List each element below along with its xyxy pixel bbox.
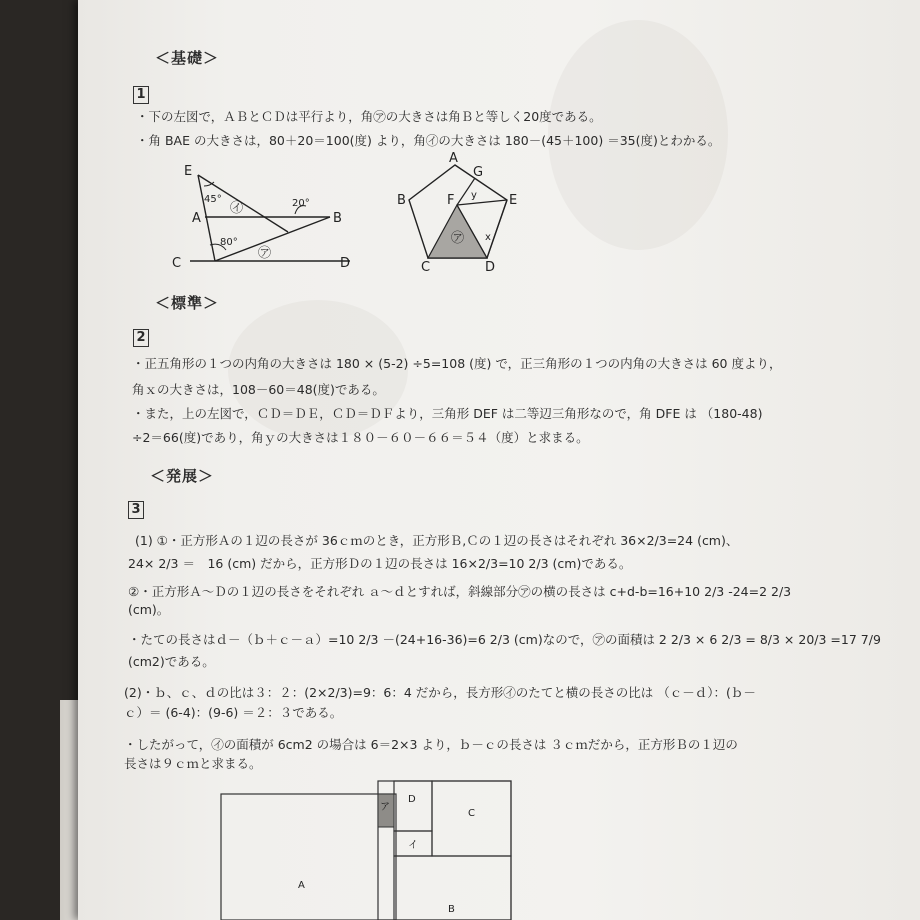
fig2-label-y: y bbox=[471, 190, 477, 201]
q1-line-1: ・下の左図で，ＡＢとＣＤは平行より，角㋐の大きさは角Ｂと等しく20度である。 bbox=[136, 109, 602, 124]
fig1-angle-45: 45° bbox=[204, 194, 222, 205]
outer-frame bbox=[378, 781, 511, 920]
fig1-label-b: B bbox=[333, 211, 342, 226]
fig1-angle-80: 80° bbox=[220, 237, 238, 248]
fig3-label-d: D bbox=[408, 794, 416, 805]
fig2-label-b: B bbox=[397, 193, 406, 208]
paper-edge bbox=[60, 700, 80, 920]
segment-d-e bbox=[487, 200, 507, 258]
fig3-label-a-katakana: ア bbox=[380, 802, 390, 813]
q3-line-5: ・たての長さはｄ－（ｂ＋ｃ－ａ）=10 2/3 －(24+16-36)=6 2/3 (cm)なので，㋐の面積は 2 2/3 × 6 2/3 = 8/3 × 20/3 =17 7/9 bbox=[128, 632, 881, 647]
fig2-label-a: A bbox=[449, 151, 458, 166]
fig2-label-d: D bbox=[485, 260, 496, 275]
q3-squares-figure bbox=[218, 778, 518, 920]
q2-line-3: ・また，上の左図で，ＣＤ＝ＤＥ，ＣＤ＝ＤＦより，三角形 DEF は二等辺三角形なので，角 DFE は （180-48) bbox=[132, 406, 763, 421]
question-number-2: 2 bbox=[133, 329, 149, 347]
question-number-3: 3 bbox=[128, 501, 144, 519]
section-heading-basic: ＜基礎＞ bbox=[155, 49, 220, 67]
question-number-1: 1 bbox=[133, 86, 149, 104]
fig1-mark-a: ㋐ bbox=[258, 246, 272, 261]
fig1-angle-20: 20° bbox=[292, 198, 310, 209]
fig2-label-e: E bbox=[509, 193, 518, 208]
q3-line-1: (1) ①・正方形Ａの１辺の長さが 36ｃｍのとき，正方形Ｂ,Ｃの１辺の長さはそれぞれ 36×2/3=24 (cm)、 bbox=[135, 533, 739, 548]
q3-line-6: (cm2)である。 bbox=[128, 654, 215, 669]
q2-line-2: 角ｘの大きさは，108－60＝48(度)である。 bbox=[132, 382, 385, 397]
q3-line-10: 長さは９ｃｍと求まる。 bbox=[124, 756, 262, 771]
q3-line-7: (2)・ｂ、ｃ、ｄの比は３：２：(2×2/3)=9：6：4 だから，長方形㋑のたてと横の長さの比は （ｃ－ｄ）：(ｂ－ bbox=[124, 685, 756, 700]
q1-pentagon-figure bbox=[395, 150, 535, 275]
q2-line-4: ÷2＝66(度)であり，角ｙの大きさは１８０－６０－６６＝５４（度）と求まる。 bbox=[132, 430, 589, 445]
fig3-label-i-katakana: イ bbox=[408, 840, 418, 851]
segment-f-e bbox=[457, 200, 507, 205]
square-a bbox=[221, 794, 396, 920]
fig1-label-a: A bbox=[192, 211, 201, 226]
fig1-label-d: D bbox=[340, 256, 351, 271]
q3-line-4: (cm)。 bbox=[128, 602, 170, 617]
q3-line-8: ｃ）＝ (6-4)：(9-6) ＝２：３である。 bbox=[124, 705, 343, 720]
section-heading-standard: ＜標準＞ bbox=[155, 294, 220, 312]
fig2-label-f: F bbox=[447, 193, 455, 208]
q3-line-9: ・したがって，㋑の面積が 6cm2 の場合は 6＝2×3 より，ｂ－ｃの長さは ３ｃｍだから，正方形Ｂの１辺の bbox=[124, 737, 738, 752]
q2-line-1: ・正五角形の１つの内角の大きさは 180 × (5-2) ÷5=108 (度) で，正三角形の１つの内角の大きさは 60 度より， bbox=[132, 356, 782, 371]
fig3-label-a: A bbox=[298, 880, 305, 891]
fig3-label-b: B bbox=[448, 904, 455, 915]
section-heading-advanced: ＜発展＞ bbox=[150, 467, 215, 485]
q3-line-2: 24× 2/3 ＝ 16 (cm) だから，正方形Ｄの１辺の長さは 16×2/3=10 2/3 (cm)である。 bbox=[128, 556, 632, 571]
q1-parallel-lines-figure bbox=[170, 160, 360, 272]
fig3-label-c: C bbox=[468, 808, 475, 819]
fig1-mark-i: ㋑ bbox=[230, 201, 244, 216]
fig1-label-e: E bbox=[184, 164, 193, 179]
fig2-label-c: C bbox=[421, 260, 431, 275]
fig1-label-c: C bbox=[172, 256, 182, 271]
square-d bbox=[394, 781, 432, 831]
q3-line-3: ②・正方形Ａ～Ｄの１辺の長さをそれぞれ ａ～ｄとすれば，斜線部分㋐の横の長さは c+d-b=16+10 2/3 -24=2 2/3 bbox=[128, 584, 792, 599]
fig2-mark-a: ㋐ bbox=[451, 231, 465, 246]
q1-line-2: ・角 BAE の大きさは，80＋20＝100(度) より，角㋑の大きさは 180－(45＋100) ＝35(度)とわかる。 bbox=[136, 133, 721, 148]
fig2-label-g: G bbox=[473, 165, 484, 180]
fig2-label-x: x bbox=[485, 232, 491, 243]
